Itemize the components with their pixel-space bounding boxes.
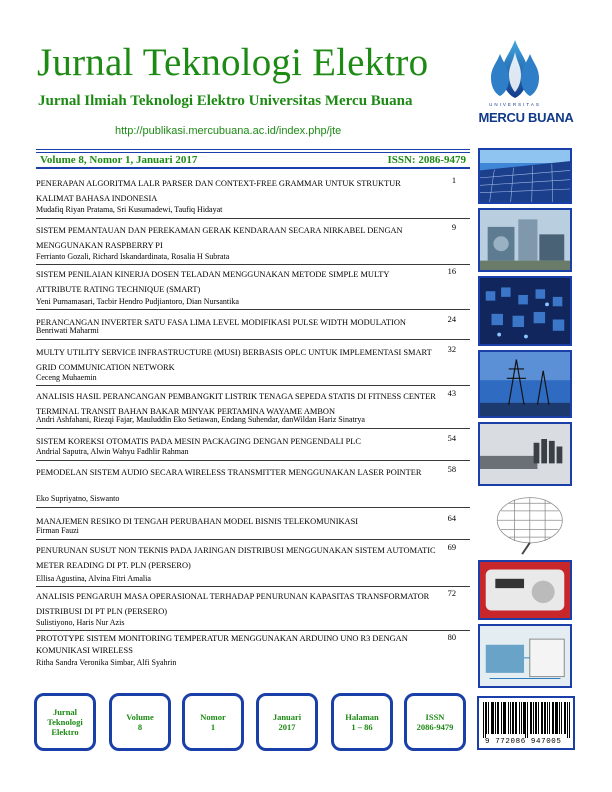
article-title[interactable]: MULTY UTILITY SERVICE INFRASTRUCTURE (MUSI) BERBASIS OPLC UNTUK IMPLEMENTASI SMART GRID COMMUNICATION NETWORK [36,348,432,372]
barcode-bar [542,702,543,734]
article-title[interactable]: PERANCANGAN INVERTER SATU FASA LIMA LEVEL MODIFIKASI PULSE WIDTH MODULATION [36,318,406,327]
journal-subtitle: Jurnal Ilmiah Teknologi Elektro Universitas Mercu Buana [38,93,413,109]
barcode-bar [488,702,489,734]
solar-panels-photo [478,148,572,204]
article-page: 69 [447,543,456,552]
barcode [477,696,575,750]
barcode-bar [531,702,532,734]
issn-line: ISSN: 2086-9479 [387,154,466,166]
journal-url[interactable]: http://publikasi.mercubuana.ac.id/index.php/jte [115,125,342,137]
entry-divider [36,218,470,219]
barcode-bar [492,702,493,734]
article-page: 54 [447,434,456,443]
article-page: 16 [447,267,456,276]
article-title[interactable]: ANALISIS PENGARUH MASA OPERASIONAL TERHADAP PENURUNAN KAPASITAS TRANSFORMATOR DISTRIBUSI DI PT PLN (PERSERO) [36,592,430,616]
info-box-pages [331,693,393,751]
entry-divider [36,586,470,587]
article-authors: Firman Fauzi [36,526,79,535]
article-title[interactable]: PROTOTYPE SISTEM MONITORING TEMPERATUR MENGGUNAKAN ARDUINO UNO R3 DENGAN KOMUNIKASI WIRELESS [36,634,408,655]
barcode-bar [544,702,545,734]
article-authors: Eko Supriyatno, Siswanto [36,494,120,503]
barcode-bar [536,702,537,734]
article-page: 9 [451,223,456,232]
robot-hand-photo [478,422,572,486]
article-title[interactable]: ANALISIS HASIL PERANCANGAN PEMBANGKIT LISTRIK TENAGA SEPEDA STATIS DI FITNESS CENTER TERMINAL TRANSIT BAHAN BAKAR MINYAK PERTAMINA WAYAME AMBON [36,392,436,416]
barcode-bar [519,702,520,734]
server-room-photo [478,276,572,346]
barcode-bar [495,702,496,734]
article-page: 43 [447,389,456,398]
entry-divider [36,309,470,310]
article-title[interactable]: PENURUNAN SUSUT NON TEKNIS PADA JARINGAN DISTRIBUSI MENGGUNAKAN SISTEM AUTOMATIC METER READING DI PT. PLN (PERSERO) [36,546,436,570]
info-box-text: Volume 8 [126,712,154,732]
entry-divider [36,385,470,386]
electronics-lab-photo [478,624,572,688]
barcode-bar [485,702,486,738]
entry-divider [36,428,470,429]
barcode-bar [564,702,565,734]
article-authors: Yeni Purnamasari, Tacbir Hendro Pudjiantoro, Dian Nursantika [36,297,239,306]
barcode-bar [504,702,505,734]
logo-name: MERCU BUANA [478,110,574,125]
volume-bar [36,152,470,169]
article-authors: Ferrianto Gozali, Richard Iskandardinata, Rosalia H Subrata [36,252,230,261]
article-page: 64 [447,514,456,523]
entry-divider [36,507,470,508]
article-authors: Ritha Sandra Veronika Simbar, Alfi Syahrin [36,658,177,667]
transmission-tower-photo [478,350,572,418]
barcode-bar [561,702,562,734]
article-title[interactable]: SISTEM PENILAIAN KINERJA DOSEN TELADAN MENGGUNAKAN METODE SIMPLE MULTY ATTRIBUTE RATING TECHNIQUE (SMART) [36,270,390,294]
article-page: 58 [447,465,456,474]
barcode-bar [501,702,502,734]
article-page: 1 [451,176,456,185]
university-logo [476,38,582,130]
barcode-bar [545,702,546,734]
entry-divider [36,339,470,340]
grid-antenna-photo [478,490,572,558]
barcode-bar [503,702,504,734]
barcode-bar [525,702,526,738]
barcode-bar [527,702,528,738]
barcode-bar [486,702,487,734]
article-title[interactable]: SISTEM KOREKSI OTOMATIS PADA MESIN PACKAGING DENGAN PENGENDALI PLC [36,437,361,446]
info-box-issn [404,693,466,751]
barcode-bar [569,702,570,738]
info-box-text: ISSN 2086-9479 [416,712,454,732]
info-box-journal [34,693,96,751]
info-box-number [182,693,244,751]
flame-logo-icon [476,38,554,100]
barcode-bar [516,702,517,734]
barcode-bar [521,702,522,734]
barcode-bar [497,702,498,734]
entry-divider [36,630,470,631]
barcode-bar [510,702,511,734]
barcode-bar [557,702,558,734]
header-rule [36,149,470,150]
barcode-bar [508,702,509,734]
article-page: 72 [447,589,456,598]
barcode-number: 9 772086 947005 [485,738,562,746]
article-title[interactable]: PEMODELAN SISTEM AUDIO SECARA WIRELESS TRANSMITTER MENGGUNAKAN LASER POINTER [36,468,422,477]
info-box-volume [109,693,171,751]
barcode-bar [547,702,548,734]
article-title[interactable]: SISTEM PEMANTAUAN DAN PEREKAMAN GERAK KENDARAAN SECARA NIRKABEL DENGAN MENGGUNAKAN RASPBERRY PI [36,226,403,250]
entry-divider [36,460,470,461]
article-authors: Benriwati Maharmi [36,326,99,335]
barcode-bar [555,702,556,734]
barcode-bar [556,702,557,734]
barcode-bar [541,702,542,734]
barcode-bar [523,702,524,734]
article-authors: Ellisa Agustina, Alvina Fitri Amalia [36,574,151,583]
barcode-bar [498,702,499,734]
logo-university-label: UNIVERSITAS [489,102,541,107]
journal-title: Jurnal Teknologi Elektro [37,41,429,84]
article-authors: Andri Ashfahani, Riezqi Fajar, Mauluddin Eko Setiawan, Endang Suhendar, danWildan Hariz Sinatrya [36,415,365,424]
article-authors: Andrial Saputra, Alwin Wahyu Fadhlir Rahman [36,447,189,456]
barcode-bar [493,702,494,734]
barcode-bar [552,702,553,734]
info-box-date [256,693,318,751]
article-authors: Mudafiq Riyan Pratama, Sri Kusumadewi, Taufiq Hidayat [36,205,223,214]
barcode-bars-icon [483,702,573,738]
barcode-bar [505,702,506,734]
article-authors: Ceceng Muhaemin [36,373,97,382]
entry-divider [36,539,470,540]
barcode-bar [565,702,566,734]
info-box-text: Halaman 1 – 86 [345,712,379,732]
barcode-bar [512,702,513,734]
info-box-text: Nomor 1 [200,712,226,732]
barcode-bar [515,702,516,734]
barcode-bar [549,702,550,734]
power-plant-photo [478,208,572,272]
barcode-bar [535,702,536,734]
article-page: 24 [447,315,456,324]
article-page: 80 [447,633,456,642]
barcode-bar [530,702,531,734]
barcode-bar [553,702,554,734]
article-authors: Sulistiyono, Haris Nur Azis [36,618,125,627]
article-title[interactable]: PENERAPAN ALGORITMA LALR PARSER DAN CONTEXT-FREE GRAMMAR UNTUK STRUKTUR KALIMAT BAHASA INDONESIA [36,179,401,203]
barcode-bar [538,702,539,734]
barcode-bar [559,702,560,734]
barcode-bar [513,702,514,734]
barcode-bar [567,702,568,738]
electric-meter-photo [478,560,572,620]
volume-line: Volume 8, Nomor 1, Januari 2017 [40,154,198,166]
info-box-text: Januari 2017 [272,712,302,732]
barcode-bar [483,702,484,738]
barcode-bar [524,702,525,734]
article-title[interactable]: MANAJEMEN RESIKO DI TENGAH PERUBAHAN MODEL BISNIS TELEKOMUNIKASI [36,517,359,526]
barcode-bar [533,702,534,734]
info-box-text: Jurnal Teknologi Elektro [47,707,83,737]
entry-divider [36,264,470,265]
barcode-bar [491,702,492,734]
article-page: 32 [447,345,456,354]
